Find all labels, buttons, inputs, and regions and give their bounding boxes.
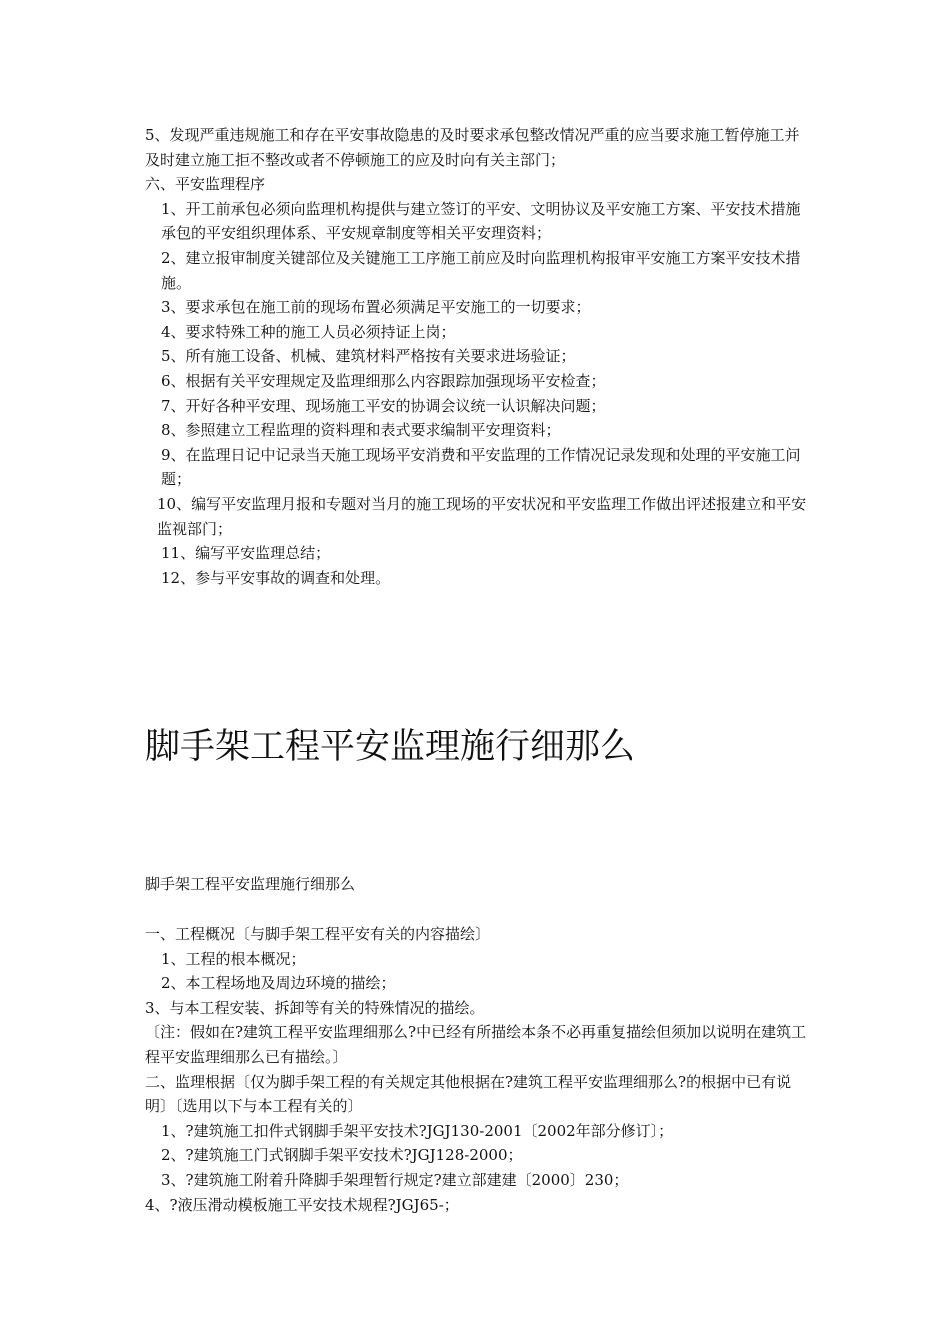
list-item: 2、建立报审制度关键部位及关键施工工序施工前应及时向监理机构报审平安施工方案平安技术措施。 bbox=[161, 248, 801, 292]
list-item: 10、编写平安监理月报和专题对当月的施工现场的平安状况和平安监理工作做出评述报建立和平安监视部门； bbox=[157, 494, 807, 538]
list-item: 4、要求特殊工种的施工人员必须持证上岗； bbox=[161, 322, 456, 341]
section-heading-1: 一、工程概况〔与脚手架工程平安有关的内容描绘〕 bbox=[145, 925, 491, 943]
list-item: 7、开好各种平安理、现场施工平安的协调会议统一认识解决问题； bbox=[161, 396, 606, 415]
list-item: 3、与本工程安装、拆卸等有关的特殊情况的描绘。 bbox=[145, 998, 485, 1017]
list-item: 9、在监理日记中记录当天施工现场平安消费和平安监理的工作情况记录发现和处理的平安施工问题； bbox=[161, 445, 801, 489]
section-heading-2: 二、监理根据〔仅为脚手架工程的有关规定其他根据在?建筑工程平安监理细那么?的根据中已有说明〕〔选用以下与本工程有关的〕 bbox=[145, 1072, 792, 1116]
list-item: 1、开工前承包必须向监理机构提供与建立签订的平安、文明协议及平安施工方案、平安技术措施承包的平安组织理体系、平安规章制度等相关平安理资料； bbox=[161, 199, 801, 243]
reference-item: 4、?液压滑动模板施工平安技术规程?JGJ65-； bbox=[145, 1195, 459, 1214]
list-item: 6、根据有关平安理规定及监理细那么内容跟踪加强现场平安检查； bbox=[161, 371, 606, 390]
list-item: 3、要求承包在施工前的现场布置必须满足平安施工的一切要求； bbox=[161, 298, 591, 317]
bottom-section bbox=[145, 922, 810, 1217]
reference-item: 1、?建筑施工扣件式钢脚手架平安技术?JGJ130-2001〔2002年部分修订〕； bbox=[161, 1121, 674, 1140]
note-paragraph: 〔注：假如在?建筑工程平安监理细那么?中已经有所描绘本条不必再重复描绘但须加以说明在建筑工程平安监理细那么已有描绘。〕 bbox=[145, 1023, 807, 1066]
list-item: 11、编写平安监理总结； bbox=[161, 544, 331, 563]
reference-item: 3、?建筑施工附着升降脚手架理暂行规定?建立部建建〔2000〕230； bbox=[161, 1170, 629, 1189]
list-item: 1、工程的根本概况； bbox=[161, 949, 306, 968]
reference-item: 2、?建筑施工门式钢脚手架平安技术?JGJ128-2000； bbox=[161, 1146, 523, 1165]
document-subtitle: 脚手架工程平安监理施行细那么 bbox=[145, 875, 356, 893]
section-heading-6: 六、平安监理程序 bbox=[145, 175, 266, 194]
list-item: 12、参与平安事故的调查和处理。 bbox=[161, 568, 391, 587]
top-section bbox=[145, 123, 810, 590]
paragraph-item-5: 5、发现严重违规施工和存在平安事故隐患的及时要求承包整改情况严重的应当要求施工暂停施工并及时建立施工拒不整改或者不停顿施工的应及时向有关主部门； bbox=[145, 126, 800, 169]
list-item: 5、所有施工设备、机械、建筑材料严格按有关要求进场验证； bbox=[161, 347, 576, 366]
list-item: 8、参照建立工程监理的资料理和表式要求编制平安理资料； bbox=[161, 421, 561, 440]
document-title: 脚手架工程平安监理施行细那么 bbox=[145, 727, 636, 767]
list-item: 2、本工程场地及周边环境的描绘； bbox=[161, 974, 396, 993]
